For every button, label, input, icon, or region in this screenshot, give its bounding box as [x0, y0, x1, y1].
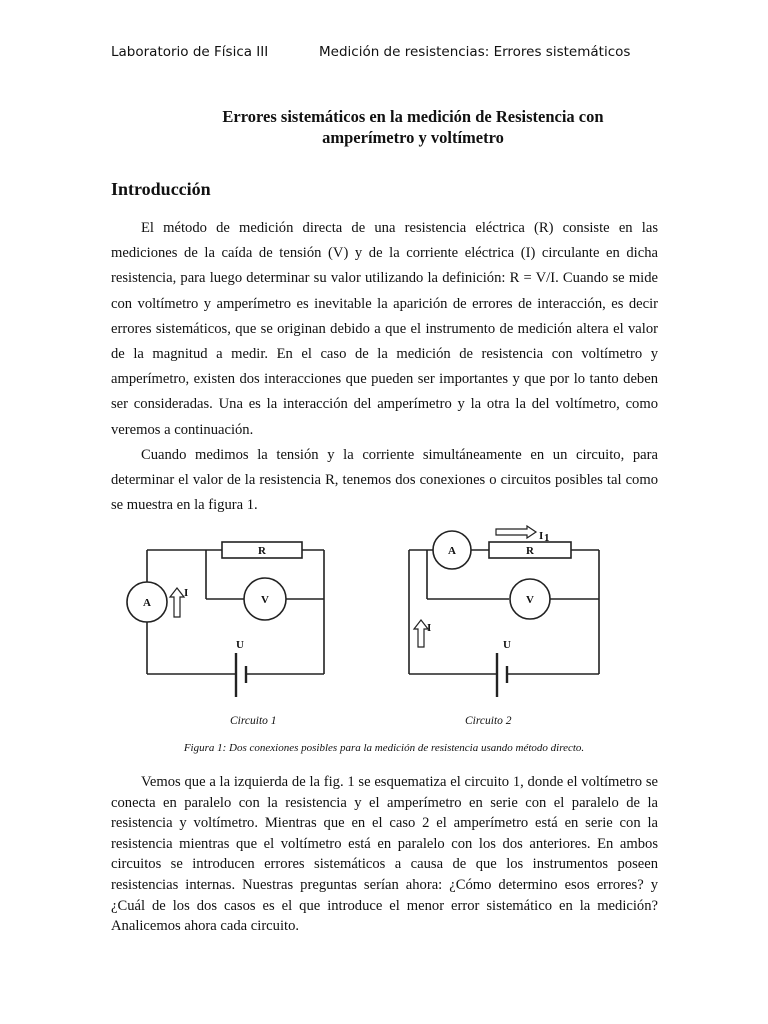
circuit-2-source-label: U — [503, 639, 511, 651]
title-line-1: Errores sistemáticos en la medición de Resistencia con — [222, 107, 604, 126]
section-heading: Introducción — [111, 179, 211, 199]
circuit-1-caption: Circuito 1 — [230, 715, 277, 727]
circuit-1-voltmeter-label: V — [261, 594, 269, 606]
paragraph-3: Vemos que a la izquierda de la fig. 1 se esquematiza el circuito 1, donde el voltímetro se conecta en paralelo con la resistencia y el amperímetro en serie con el paralelo de la resistencia y voltímetro. Mientras que en el caso 2 el amperímetro está en serie con la resistencia mientras que el voltímetro está en paralelo con los dos anteriores. En ambos circuitos se introducen errores sistemáticos a causa de que los instrumentos poseen resistencias internas. Nuestras preguntas serían ahora: ¿Cómo determino esos errores? y ¿Cuál de los dos casos es el que introduce el menor error sistemático en la medición? Analicemos ahora cada circuito. — [111, 774, 658, 935]
circuit-1-current-label: I — [184, 587, 189, 599]
circuit-2-resistor-label: R — [526, 545, 534, 557]
circuit-2-current-arrow — [414, 620, 428, 647]
paragraph-1: El método de medición directa de una resistencia eléctrica (R) consiste en las mediciones de la caída de tensión (V) y de la corriente eléctrica (I) circulante en dicha resistencia, para luego determinar su valor utilizando la definición: R = V/I. Cuando se mide con voltímetro y amperímetro es inevitable la aparición de errores de interacción, es decir errores sistemáticos, que se originan debido a que el instrumento de medición altera el valor de la magnitud a medir. En el caso de la medición de resistencia con voltímetro y amperímetro, existen dos interacciones que pueden ser importantes y que por lo tanto deben ser consideradas. Una es la interacción del amperímetro y la otra la del voltímetro, como veremos a continuación. — [111, 220, 658, 438]
circuit-1-current-arrow — [170, 588, 184, 617]
circuit-1-resistor-label: R — [258, 545, 266, 557]
document-title — [150, 106, 676, 148]
header-course: Laboratorio de Física III — [111, 44, 269, 60]
circuit-2-ammeter-label: A — [448, 545, 456, 557]
circuit-2-caption: Circuito 2 — [465, 715, 512, 727]
circuit-2-branch-current-arrow — [496, 526, 536, 538]
circuit-2-voltmeter-label: V — [526, 594, 534, 606]
circuit-2-diagram — [409, 526, 599, 697]
title-line-2: amperímetro y voltímetro — [322, 128, 504, 147]
figure-caption: Figura 1: Dos conexiones posibles para la medición de resistencia usando método directo. — [183, 742, 585, 754]
circuit-2-branch-current-subscript: 1 — [544, 532, 550, 544]
paragraph-2: Cuando medimos la tensión y la corriente simultáneamente en un circuito, para determinar el valor de la resistencia R, tenemos dos conexiones o circuitos posibles tal como se muestra en la figura 1. — [111, 447, 658, 514]
figure-circuits — [0, 525, 768, 710]
circuit-2-current-label: I — [427, 622, 432, 634]
header-topic: Medición de resistencias: Errores sistemáticos — [319, 44, 631, 60]
circuit-2-branch-current-label: I — [539, 530, 544, 542]
circuit-1-diagram — [127, 542, 324, 697]
circuit-1-ammeter-label: A — [143, 597, 151, 609]
circuit-1-source-label: U — [236, 639, 244, 651]
